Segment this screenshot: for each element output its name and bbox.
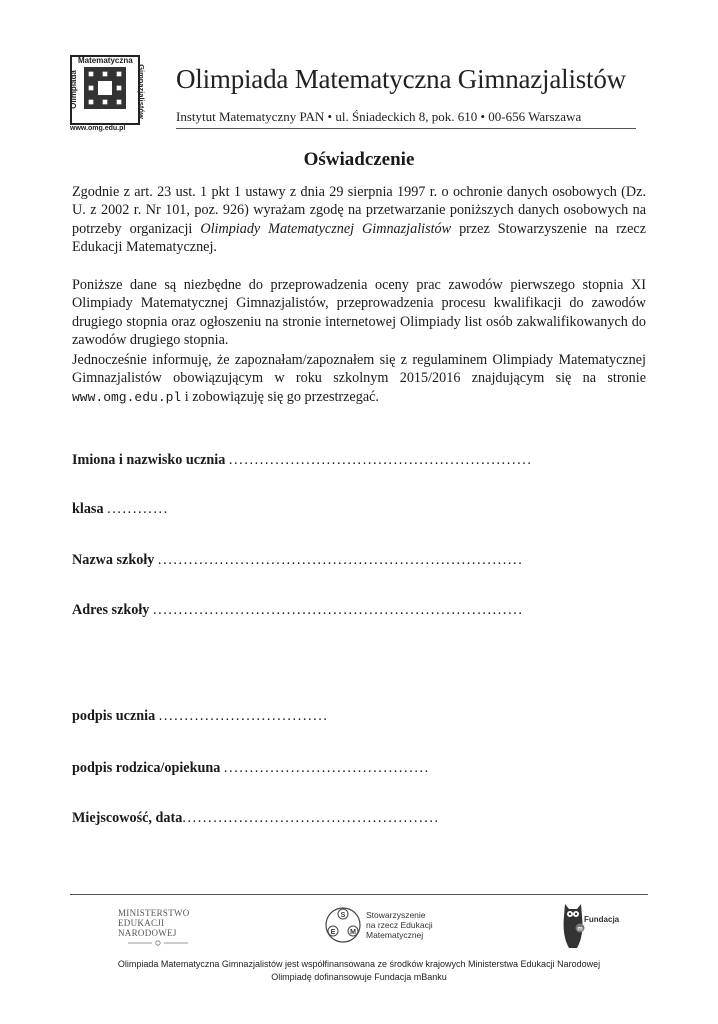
school-address-label: Adres szkoły [72, 602, 150, 618]
men-logo-line-1: MINISTERSTWO [118, 908, 190, 918]
header-divider [176, 128, 636, 129]
logo-top-text: Matematyczna [78, 56, 133, 65]
men-logo-line-3: NARODOWEJ [118, 928, 177, 938]
sem-line-2: na rzecz Edukacji [366, 920, 433, 930]
student-name-field[interactable] [72, 452, 533, 469]
document-title: Oświadczenie [303, 149, 415, 170]
class-field[interactable] [72, 501, 169, 518]
consent-olympiad-name: Olimpiady Matematycznej Gimnazjalistów [200, 220, 452, 237]
men-logo [118, 908, 198, 948]
sem-line-1: Stowarzyszenie [366, 910, 426, 920]
student-signature-field[interactable] [72, 708, 329, 725]
class-label: klasa [72, 501, 104, 517]
school-name-blank[interactable]: ....................................................................... [157, 552, 524, 568]
sem-name [366, 910, 433, 940]
sponsor-note: Olimpiadę dofinansowuje Fundacja mBanku [271, 972, 447, 982]
class-blank[interactable]: ............ [107, 501, 169, 517]
organization-title: Olimpiada Matematyczna Gimnazjalistów [176, 64, 626, 94]
organization-address: Instytut Matematyczny PAN • ul. Śniadeckich 8, pok. 610 • 00-656 Warszawa [176, 109, 582, 124]
regulations-text-a: Jednocześnie informuję, że zapoznałam/zapoznałem się z regulaminem Olimpiady Matematycznej Gimnazjalistów obowiązującym w roku szkolnym 2015/2016 znajdującym się na stronie [72, 352, 646, 387]
purpose-paragraph: Poniższe dane są niezbędne do przeprowadzenia oceny prac zawodów pierwszego stopnia XI Olimpiady Matematycznej Gimnazjalistów, przeprowadzenia procesu kwalifikacji do zawodów drugiego stopnia oraz ogłoszeniu na stronie internetowej Olimpiady list osób zakwalifikowanych do zawodów drugiego stopnia. [72, 277, 646, 349]
consent-text-b: przez Stowarzyszenie na rzecz Edukacji Matematycznej. [72, 220, 646, 256]
fundacja-mbank-logo [560, 900, 640, 950]
logo-left-text: Olimpiada [68, 70, 78, 109]
school-name-label: Nazwa szkoły [72, 552, 155, 568]
place-date-label: Miejscowość, data [72, 810, 183, 826]
student-signature-blank[interactable]: ................................. [158, 708, 329, 724]
student-name-blank[interactable]: ........................................................... [228, 452, 533, 468]
regulations-paragraph [72, 351, 646, 407]
parent-signature-label: podpis rodzica/opiekuna [72, 760, 221, 776]
consent-paragraph [72, 183, 646, 257]
sem-letter-m: M [350, 929, 356, 936]
fundacja-label: Fundacja [584, 915, 620, 924]
sem-logo [324, 906, 434, 946]
sem-line-3: Matematycznej [366, 930, 424, 940]
funding-note: Olimpiada Matematyczna Gimnazjalistów jest współfinansowana ze środków krajowych Ministerstwa Edukacji Narodowej [117, 959, 601, 969]
parent-signature-blank[interactable]: ........................................ [223, 760, 430, 776]
place-date-blank[interactable]: .................................................. [182, 810, 440, 826]
mbank-badge-letter: m [577, 926, 583, 933]
consent-text-a: Zgodnie z art. 23 ust. 1 pkt 1 ustawy z dnia 29 sierpnia 1997 r. o ochronie danych osobowych (Dz. U. z 2002 r. Nr 101, poz. 926) wyrażam zgodę na przetwarzanie poniższych danych osobowych na potrzeby organizacji [72, 184, 646, 237]
school-address-field[interactable] [72, 602, 524, 619]
student-name-label: Imiona i nazwisko ucznia [72, 452, 226, 468]
men-logo-line-2: EDUKACJI [118, 918, 165, 928]
logo-right-text: Gimnazjalistów [136, 64, 146, 119]
website-link[interactable]: www.omg.edu.pl [72, 389, 182, 405]
sierpinski-carpet-icon [84, 67, 126, 109]
footer-divider [70, 894, 648, 895]
sem-letter-s: S [340, 912, 346, 919]
place-date-field[interactable] [72, 810, 440, 827]
student-signature-label: podpis ucznia [72, 708, 156, 724]
regulations-text-b: i zobowiązuję się go przestrzegać. [181, 388, 379, 405]
school-address-blank[interactable]: ........................................................................ [152, 602, 524, 618]
sem-letter-e: E [330, 929, 336, 936]
omg-logo [70, 55, 148, 133]
sem-emblem-icon [324, 906, 362, 944]
men-ornament-icon [128, 940, 188, 946]
logo-url: www.omg.edu.pl [70, 125, 126, 132]
parent-signature-field[interactable] [72, 760, 430, 777]
owl-icon [560, 900, 586, 950]
school-name-field[interactable] [72, 552, 523, 569]
